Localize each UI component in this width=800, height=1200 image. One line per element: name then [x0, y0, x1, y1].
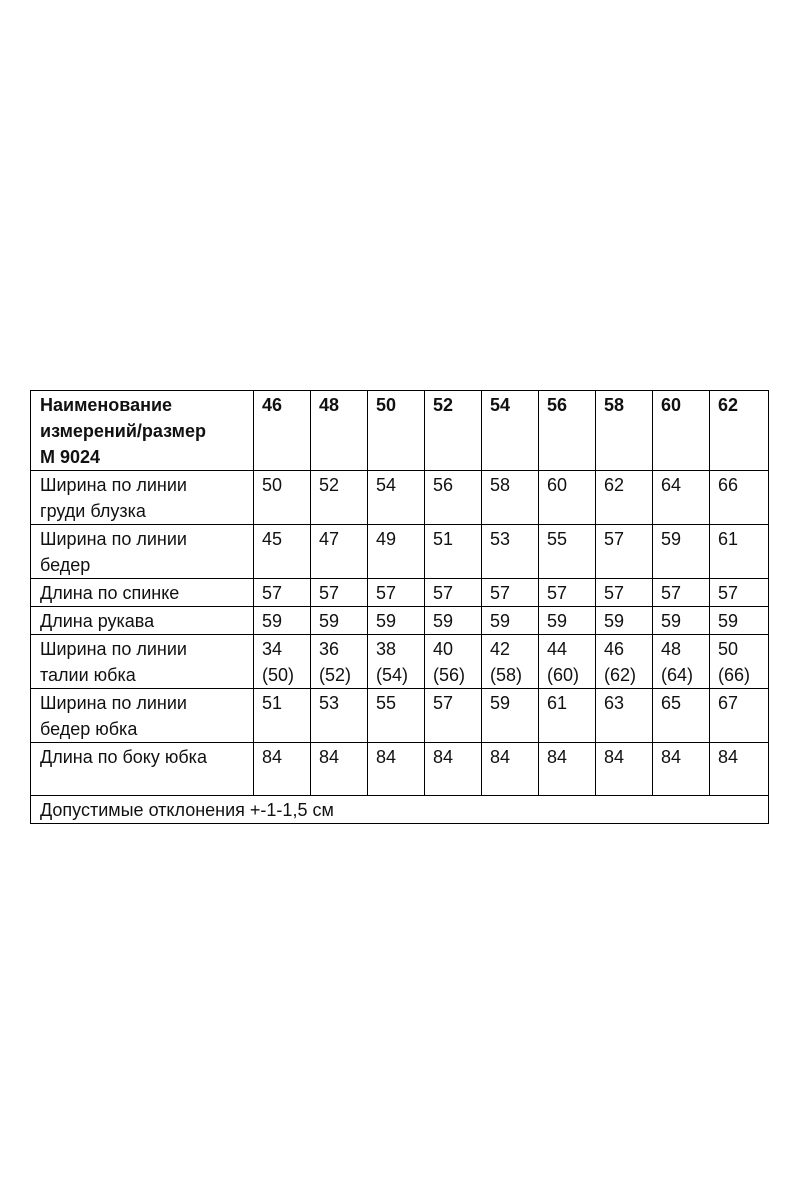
measurement-value-cell: 57: [596, 525, 653, 579]
measurement-name-cell: Длина по спинке: [31, 579, 254, 607]
measurement-value-cell: 61: [710, 525, 769, 579]
measurement-value-cell: 59: [539, 607, 596, 635]
measurement-value-cell: 54: [368, 471, 425, 525]
measurement-value-cell: 57: [425, 689, 482, 743]
measurement-name-cell: Ширина по линии бедер: [31, 525, 254, 579]
measurement-row: [31, 635, 769, 689]
footnote-row: [31, 796, 769, 824]
measurement-value-cell: 84: [368, 743, 425, 796]
measurement-name-cell: Длина рукава: [31, 607, 254, 635]
measurement-value-cell: 49: [368, 525, 425, 579]
measurement-name-cell: Ширина по линии груди блузка: [31, 471, 254, 525]
measurement-value-cell: 45: [254, 525, 311, 579]
measurement-value-cell: 51: [425, 525, 482, 579]
header-row: [31, 391, 769, 471]
measurement-value-cell: 61: [539, 689, 596, 743]
measurement-value-cell: 59: [710, 607, 769, 635]
measurement-value-cell: 84: [254, 743, 311, 796]
measurement-value-cell: 52: [311, 471, 368, 525]
measurement-value-cell: 84: [596, 743, 653, 796]
measurement-value-cell: 66: [710, 471, 769, 525]
measurement-value-cell: 53: [482, 525, 539, 579]
measurement-value-cell: 59: [254, 607, 311, 635]
measurement-value-cell: 56: [425, 471, 482, 525]
measurement-value-cell: 51: [254, 689, 311, 743]
size-header-cell: 48: [311, 391, 368, 471]
header-label-cell: Наименование измерений/размер М 9024: [31, 391, 254, 471]
measurement-value-cell: 57: [425, 579, 482, 607]
measurement-value-cell: 57: [539, 579, 596, 607]
measurement-row: [31, 525, 769, 579]
size-chart-table: [30, 390, 769, 824]
measurement-value-cell: 53: [311, 689, 368, 743]
measurement-value-cell: 84: [653, 743, 710, 796]
measurement-value-cell: 59: [368, 607, 425, 635]
measurement-value-cell: 48 (64): [653, 635, 710, 689]
measurement-value-cell: 84: [710, 743, 769, 796]
measurement-row: [31, 743, 769, 796]
measurement-value-cell: 36 (52): [311, 635, 368, 689]
measurement-value-cell: 57: [710, 579, 769, 607]
measurement-value-cell: 57: [482, 579, 539, 607]
measurement-value-cell: 50: [254, 471, 311, 525]
measurement-value-cell: 84: [539, 743, 596, 796]
size-header-cell: 46: [254, 391, 311, 471]
measurement-value-cell: 59: [482, 689, 539, 743]
measurement-row: [31, 689, 769, 743]
measurement-value-cell: 64: [653, 471, 710, 525]
measurement-value-cell: 40 (56): [425, 635, 482, 689]
measurement-value-cell: 59: [653, 525, 710, 579]
measurement-value-cell: 34 (50): [254, 635, 311, 689]
measurement-value-cell: 59: [482, 607, 539, 635]
measurement-value-cell: 59: [425, 607, 482, 635]
measurement-value-cell: 50 (66): [710, 635, 769, 689]
size-header-cell: 50: [368, 391, 425, 471]
size-header-cell: 60: [653, 391, 710, 471]
measurement-value-cell: 47: [311, 525, 368, 579]
measurement-value-cell: 62: [596, 471, 653, 525]
size-chart-body: [31, 391, 769, 824]
measurement-value-cell: 57: [596, 579, 653, 607]
measurement-value-cell: 59: [653, 607, 710, 635]
measurement-value-cell: 46 (62): [596, 635, 653, 689]
size-header-cell: 54: [482, 391, 539, 471]
size-header-cell: 62: [710, 391, 769, 471]
measurement-value-cell: 63: [596, 689, 653, 743]
measurement-value-cell: 58: [482, 471, 539, 525]
measurement-value-cell: 67: [710, 689, 769, 743]
measurement-value-cell: 57: [368, 579, 425, 607]
measurement-value-cell: 55: [368, 689, 425, 743]
measurement-value-cell: 59: [311, 607, 368, 635]
measurement-value-cell: 84: [425, 743, 482, 796]
measurement-value-cell: 44 (60): [539, 635, 596, 689]
measurement-value-cell: 57: [254, 579, 311, 607]
measurement-row: [31, 579, 769, 607]
measurement-value-cell: 38 (54): [368, 635, 425, 689]
measurement-name-cell: Длина по боку юбка: [31, 743, 254, 796]
measurement-value-cell: 55: [539, 525, 596, 579]
measurement-row: [31, 471, 769, 525]
measurement-row: [31, 607, 769, 635]
measurement-value-cell: 84: [482, 743, 539, 796]
measurement-value-cell: 84: [311, 743, 368, 796]
size-header-cell: 58: [596, 391, 653, 471]
tolerance-note: Допустимые отклонения +-1-1,5 см: [31, 796, 769, 824]
size-header-cell: 52: [425, 391, 482, 471]
measurement-value-cell: 42 (58): [482, 635, 539, 689]
measurement-value-cell: 57: [311, 579, 368, 607]
measurement-value-cell: 57: [653, 579, 710, 607]
measurement-value-cell: 65: [653, 689, 710, 743]
measurement-name-cell: Ширина по линии бедер юбка: [31, 689, 254, 743]
size-header-cell: 56: [539, 391, 596, 471]
measurement-value-cell: 60: [539, 471, 596, 525]
measurement-value-cell: 59: [596, 607, 653, 635]
measurement-name-cell: Ширина по линии талии юбка: [31, 635, 254, 689]
